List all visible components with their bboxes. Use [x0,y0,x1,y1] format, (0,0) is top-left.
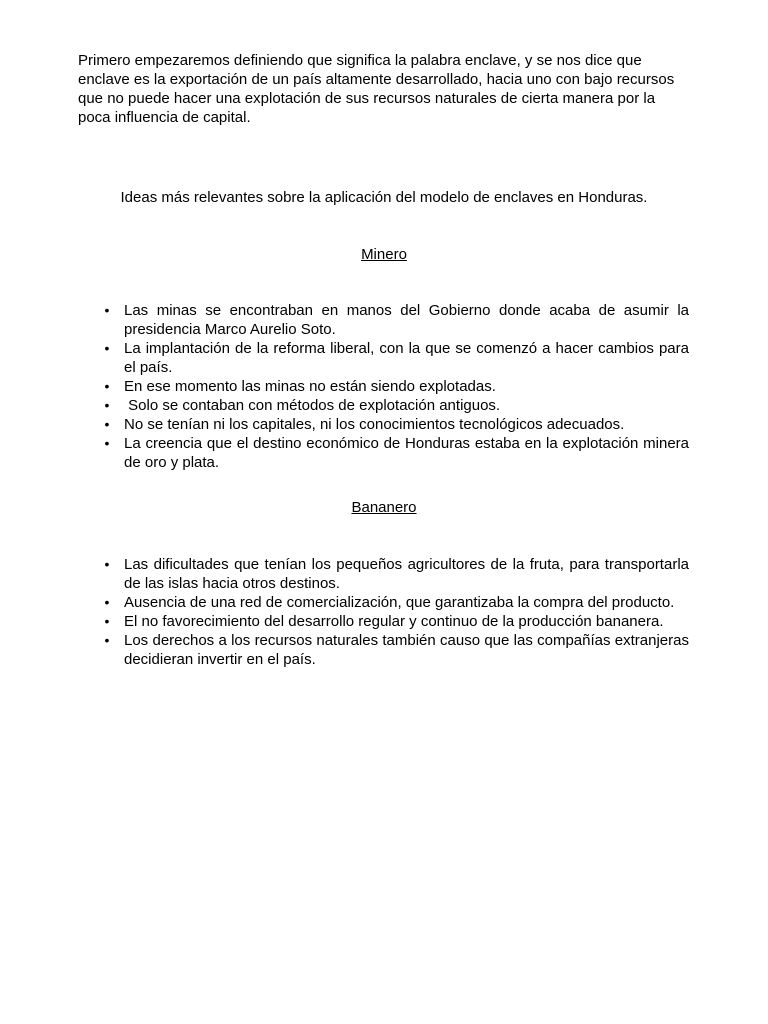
list-item-text: Las minas se encontraban en manos del Gobierno donde acaba de asumir la presidencia Marco Aurelio Soto. [124,302,689,338]
list-item-text: Las dificultades que tenían los pequeños agricultores de la fruta, para transportarla de las islas hacia otros destinos. [124,556,689,592]
bullet-icon: • [104,378,110,394]
list-item-text: El no favorecimiento del desarrollo regular y continuo de la producción bananera. [124,613,664,630]
list-item [100,434,689,472]
bullet-icon: • [104,613,110,629]
minero-bullet-list [100,301,689,472]
list-item-text: La implantación de la reforma liberal, con la que se comenzó a hacer cambios para el país. [124,340,689,376]
list-item-text: Ausencia de una red de comercialización, que garantizaba la compra del producto. [124,594,675,611]
list-item [100,301,689,339]
list-item-text: Los derechos a los recursos naturales también causo que las compañías extranjeras decidieran invertir en el país. [124,632,689,668]
bullet-icon: • [104,435,110,451]
bullet-icon: • [104,632,110,648]
list-item [100,396,689,415]
list-item [100,555,689,593]
list-item [100,631,689,669]
intro-paragraph: Primero empezaremos definiendo que significa la palabra enclave, y se nos dice que enclave es la exportación de un país altamente desarrollado, hacia uno con bajo recursos que no puede hacer una explotación de sus recursos naturales de cierta manera por la poca influencia de capital. [78,52,675,126]
bullet-icon: • [104,594,110,610]
section-subtitle: Ideas más relevantes sobre la aplicación del modelo de enclaves en Honduras. [120,189,648,206]
list-item [100,339,689,377]
bananero-bullet-list [100,555,689,669]
heading-bananero: Bananero [351,499,417,516]
bullet-icon: • [104,556,110,572]
list-item [100,415,689,434]
bullet-icon: • [104,416,110,432]
heading-minero: Minero [361,246,407,263]
bullet-icon: • [104,302,110,318]
bullet-icon: • [104,397,110,413]
list-item-text: La creencia que el destino económico de Honduras estaba en la explotación minera de oro y plata. [124,435,689,471]
list-item [100,377,689,396]
list-item-text: Solo se contaban con métodos de explotación antiguos. [124,397,501,414]
bullet-icon: • [104,340,110,356]
list-item-text: En ese momento las minas no están siendo explotadas. [124,378,496,395]
list-item [100,612,689,631]
list-item [100,593,689,612]
list-item-text: No se tenían ni los capitales, ni los conocimientos tecnológicos adecuados. [124,416,625,433]
